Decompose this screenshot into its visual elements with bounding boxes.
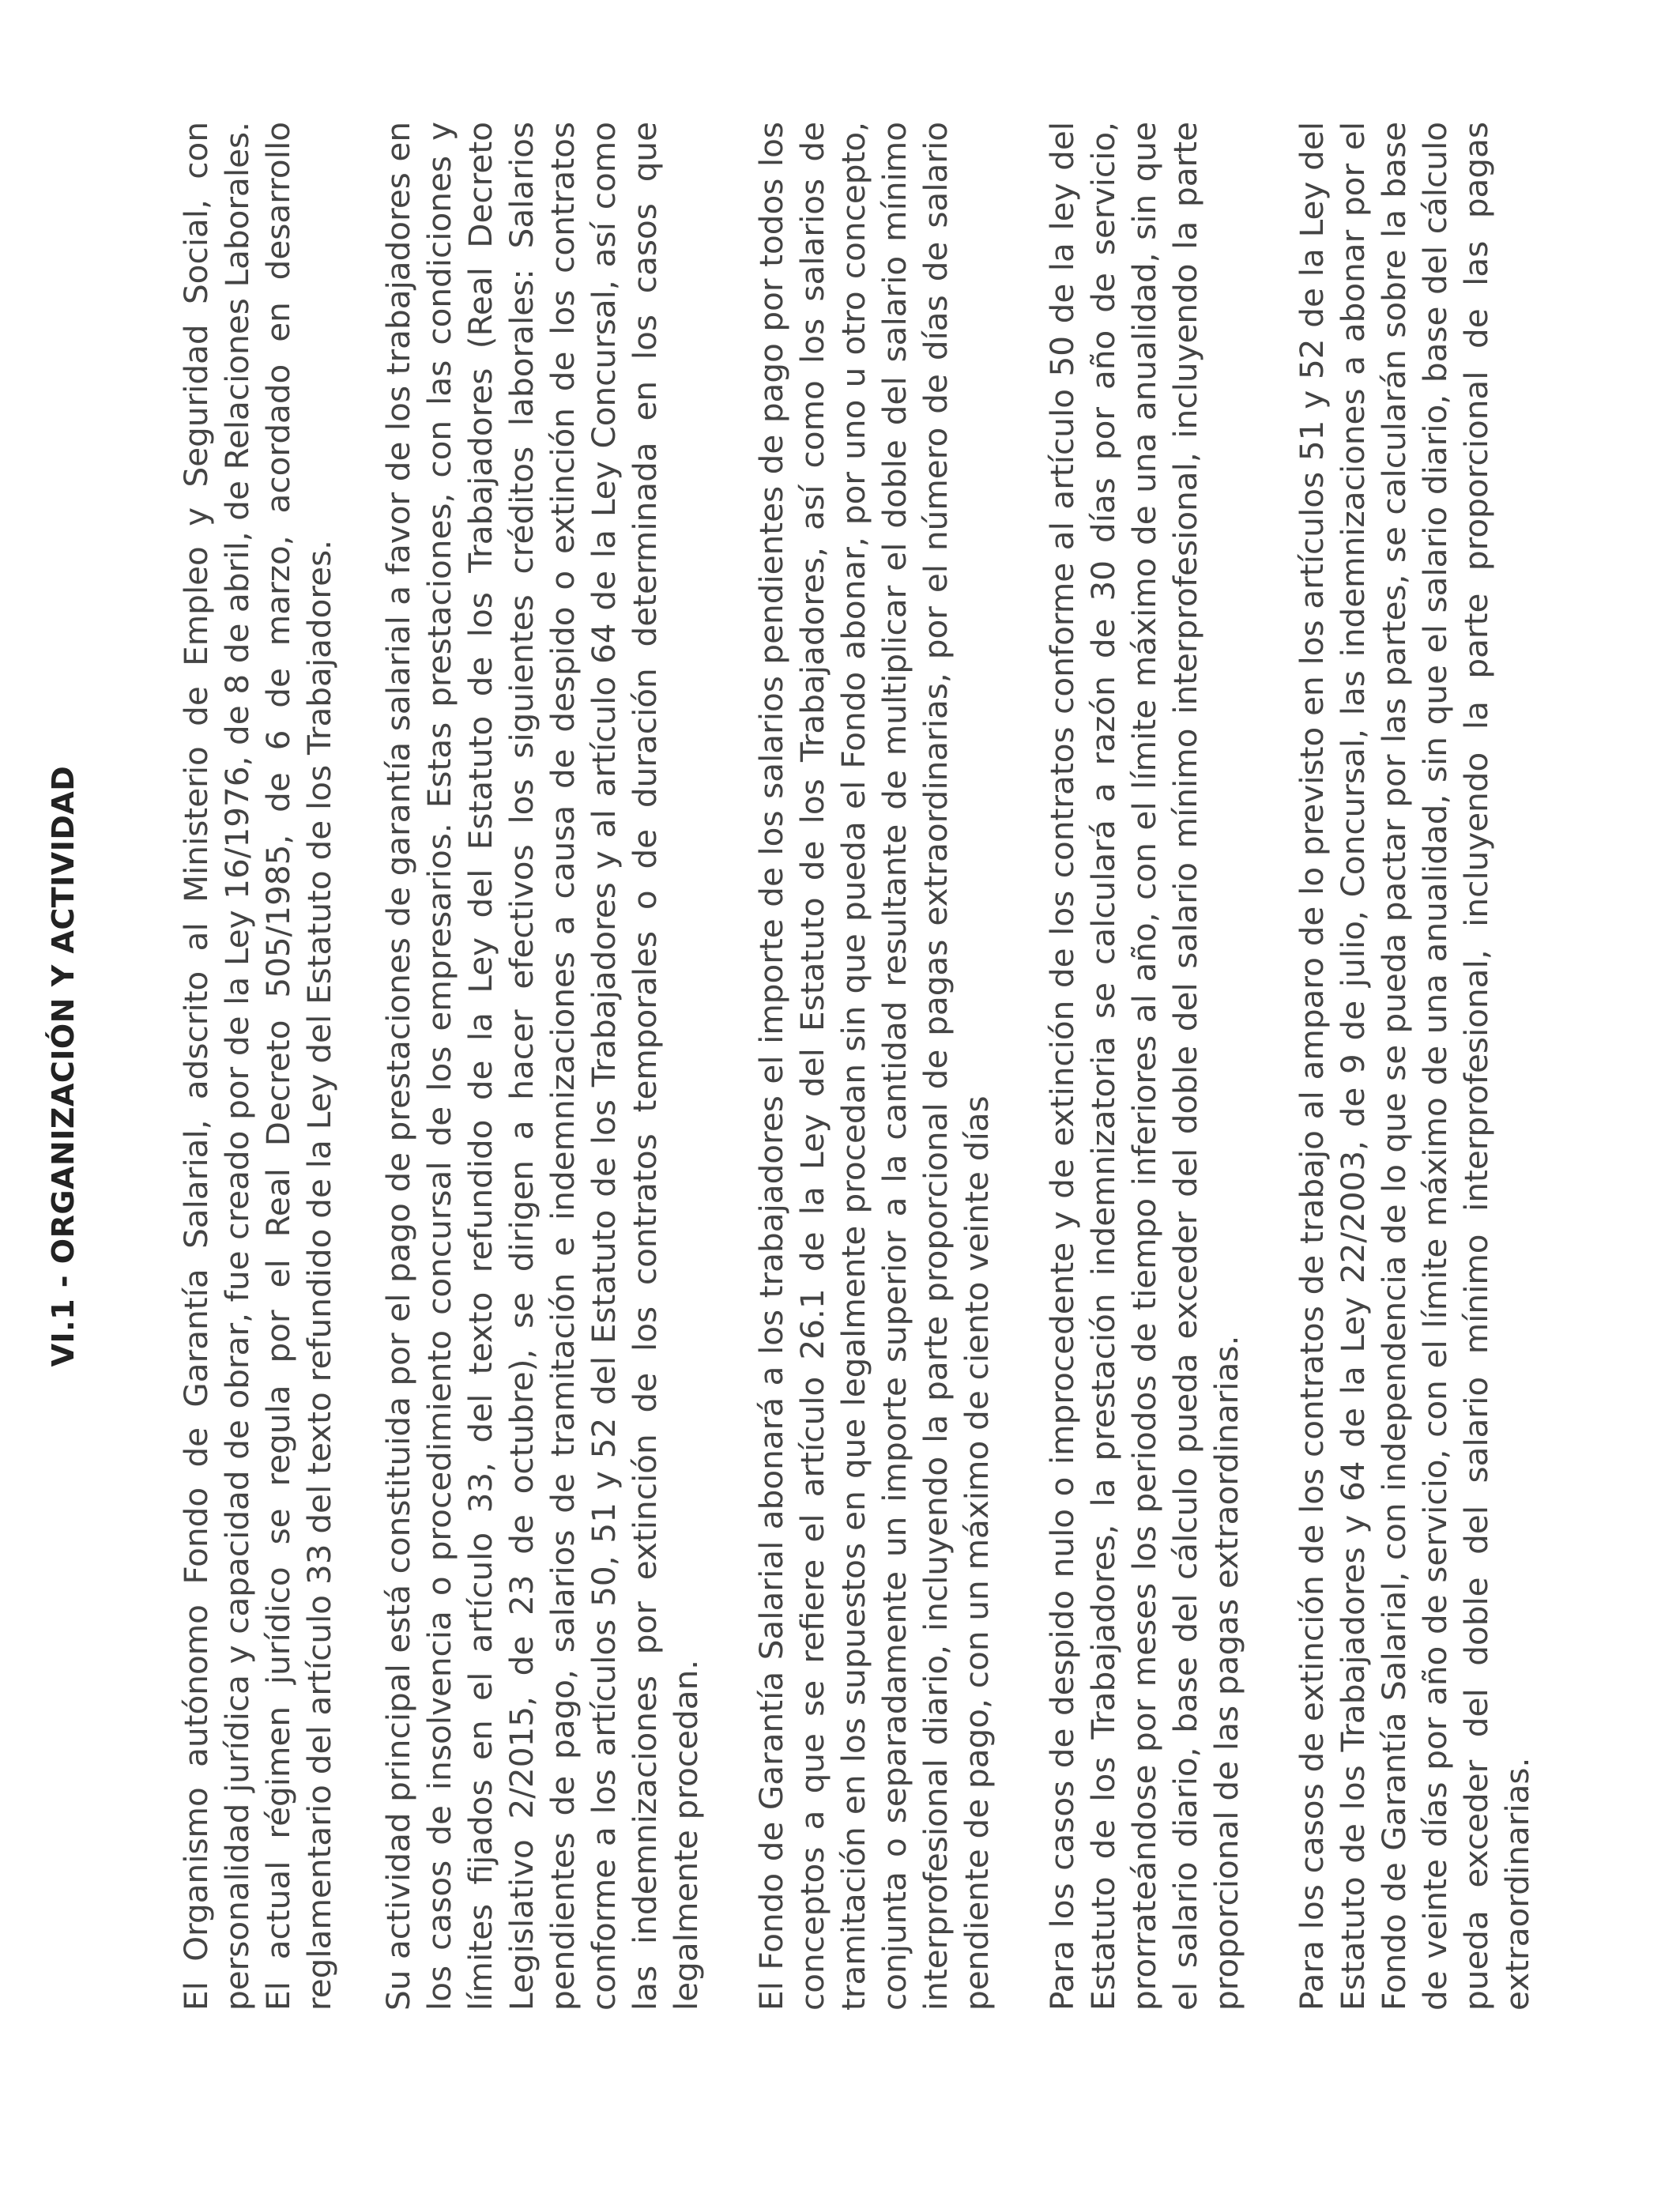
document-sheet (22, 122, 1650, 2011)
paragraph-organization: El Organismo autónomo Fondo de Garantía Salarial, adscrito al Ministerio de Empleo y Seguridad Social, con personalidad jurídica y capacidad de obrar, fue creado por de la Ley 16/1976, de 8 de abril, de Relaciones Laborales. El actual régimen jurídico se regula por el Real Decreto 505/1985, de 6 de marzo, acordado en desarrollo reglamentario del artículo 33 del texto refundido de la Ley del Estatuto de los Trabajadores. (177, 122, 338, 2011)
paragraph-contract-termination: Para los casos de extinción de los contratos de trabajo al amparo de lo previsto en los artículos 51 y 52 de la Ley del Estatuto de los Trabajadores y 64 de la Ley 22/2003, de 9 de julio, Concursal, las indemnizaciones a abonar por el Fondo de Garantía Salarial, con independencia de lo que se pueda pactar por las partes, se calcularán sobre la base de veinte días por año de servicio, con el límite máximo de una anualidad, sin que el salario diario, base del cálculo pueda exceder del doble del salario mínimo interprofesional, incluyendo la parte proporcional de las pagas extraordinarias. (1293, 122, 1536, 2011)
paragraph-main-activity: Su actividad principal está constituida por el pago de prestaciones de garantía salarial a favor de los trabajadores en los casos de insolvencia o procedimiento concursal de los empresarios. Estas prestaciones, con las condiciones y límites fijados en el artículo 33, del texto refundido de la Ley del Estatuto de los Trabajadores (Real Decreto Legislativo 2/2015, de 23 de octubre), se dirigen a hacer efectivos los siguientes créditos laborales: Salarios pendientes de pago, salarios de tramitación e indemnizaciones a causa de despido o extinción de los contratos conforme a los artículos 50, 51 y 52 del Estatuto de los Trabajadores y al artículo 64 de la Ley Concursal, así como las indemnizaciones por extinción de los contratos temporales o de duración determinada en los casos que legalmente procedan. (379, 122, 705, 2011)
section-heading: VI.1 - ORGANIZACIÓN Y ACTIVIDAD (46, 765, 81, 1367)
paragraph-dismissal-compensation: Para los casos de despido nulo o improcedente y de extinción de los contratos conforme al artículo 50 de la ley del Estatuto de los Trabajadores, la prestación indemnizatoria se calculará a razón de 30 días por año de servicio, prorrateándose por meses los periodos de tiempo inferiores al año, con el límite máximo de una anualidad, sin que el salario diario, base del cálculo pueda exceder del doble del salario mínimo interprofesional, incluyendo la parte proporcional de las pagas extraordinarias. (1043, 122, 1245, 2011)
paragraph-salary-payments: El Fondo de Garantía Salarial abonará a los trabajadores el importe de los salarios pendientes de pago por todos los conceptos a que se refiere el artículo 26.1 de la Ley del Estatuto de los Trabajadores, así como los salarios de tramitación en los supuestos en que legalmente procedan sin que pueda el Fondo abonar, por uno u otro concepto, conjunta o separadamente un importe superior a la cantidad resultante de multiplicar el doble del salario mínimo interprofesional diario, incluyendo la parte proporcional de pagas extraordinarias, por el número de días de salario pendiente de pago, con un máximo de ciento veinte días (752, 122, 996, 2011)
